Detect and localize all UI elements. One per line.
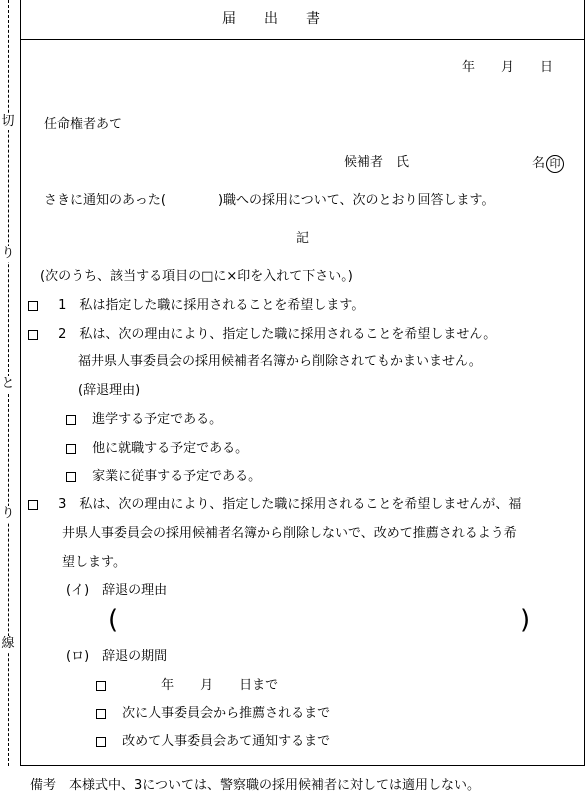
reason-input-right-bracket: ) xyxy=(520,605,531,635)
decline-reason-label: (辞退理由) xyxy=(78,383,141,398)
option-1 xyxy=(28,298,364,314)
option-2-text: 2 私は、次の理由により、指定した職に採用されることを希望しません。 xyxy=(58,327,497,342)
reason-text: 進学する予定である。 xyxy=(92,412,223,427)
period-item xyxy=(96,678,278,694)
checkbox-option-2[interactable] xyxy=(28,330,38,340)
option-2-subtext: 福井県人事委員会の採用候補者名簿から削除されてもかまいません。 xyxy=(78,354,482,369)
option-3-text-line2: 井県人事委員会の採用候補者名簿から削除しないで、改めて推薦されるよう希 xyxy=(62,526,517,541)
checkbox-option-1[interactable] xyxy=(28,301,38,311)
period-item xyxy=(96,706,330,722)
checkbox-reason-family-business[interactable] xyxy=(66,472,76,482)
checkbox-option-3[interactable] xyxy=(28,500,38,510)
reason-text: 家業に従事する予定である。 xyxy=(92,469,262,484)
period-item xyxy=(96,734,330,750)
remark: 備考 本様式中、3については、警察職の採用候補者に対しては適用しない。 xyxy=(30,778,481,793)
period-text: 改めて人事委員会あて通知するまで xyxy=(122,734,331,749)
option-3 xyxy=(28,497,521,513)
sub-ro-label: (ロ) 辞退の期間 xyxy=(66,649,168,664)
period-text: 次に人事委員会から推薦されるまで xyxy=(122,706,331,721)
sub-i-label: (イ) 辞退の理由 xyxy=(66,583,168,598)
checkbox-period-date[interactable] xyxy=(96,681,106,691)
reason-text: 他に就職する予定である。 xyxy=(92,441,249,456)
period-text: 年 月 日まで xyxy=(122,678,279,693)
checkbox-reason-study[interactable] xyxy=(66,415,76,425)
ki-heading: 記 xyxy=(296,231,310,246)
candidate-name-label: 候補者 氏 xyxy=(344,155,410,170)
option-3-text-line1: 3 私は、次の理由により、指定した職に採用されることを希望しませんが、福 xyxy=(58,497,522,512)
form-title: 届 出 書 xyxy=(222,11,320,27)
option-2 xyxy=(28,327,496,343)
option-3-text-line3: 望します。 xyxy=(62,555,126,570)
cut-line-char: り xyxy=(1,506,15,521)
instruction-text: (次のうち、該当する項目の□に×印を入れて下さい。) xyxy=(40,269,353,284)
cut-line-char: 線 xyxy=(1,636,15,651)
title-divider xyxy=(20,39,585,40)
addressee: 任命権者あて xyxy=(44,117,123,132)
reason-item xyxy=(66,412,222,428)
checkbox-reason-other-job[interactable] xyxy=(66,444,76,454)
intro-text: さきに通知のあった( )職への採用について、次のとおり回答します。 xyxy=(44,193,495,208)
name-field-suffix: 名 印 xyxy=(532,155,564,173)
checkbox-period-next-recommendation[interactable] xyxy=(96,709,106,719)
checkbox-period-notify[interactable] xyxy=(96,737,106,747)
option-1-text: 1 私は指定した職に採用されることを希望します。 xyxy=(58,298,365,313)
reason-item xyxy=(66,469,261,485)
cut-line-char: 切 xyxy=(1,114,15,129)
date-line: 年 月 日 xyxy=(462,60,554,75)
reason-input-left-bracket: ( xyxy=(108,605,119,635)
seal-mark: 印 xyxy=(546,155,564,173)
cut-line-char: と xyxy=(1,376,15,391)
reason-item xyxy=(66,441,248,457)
cut-line-char: り xyxy=(1,246,15,261)
decline-reason-input[interactable] xyxy=(120,605,520,635)
